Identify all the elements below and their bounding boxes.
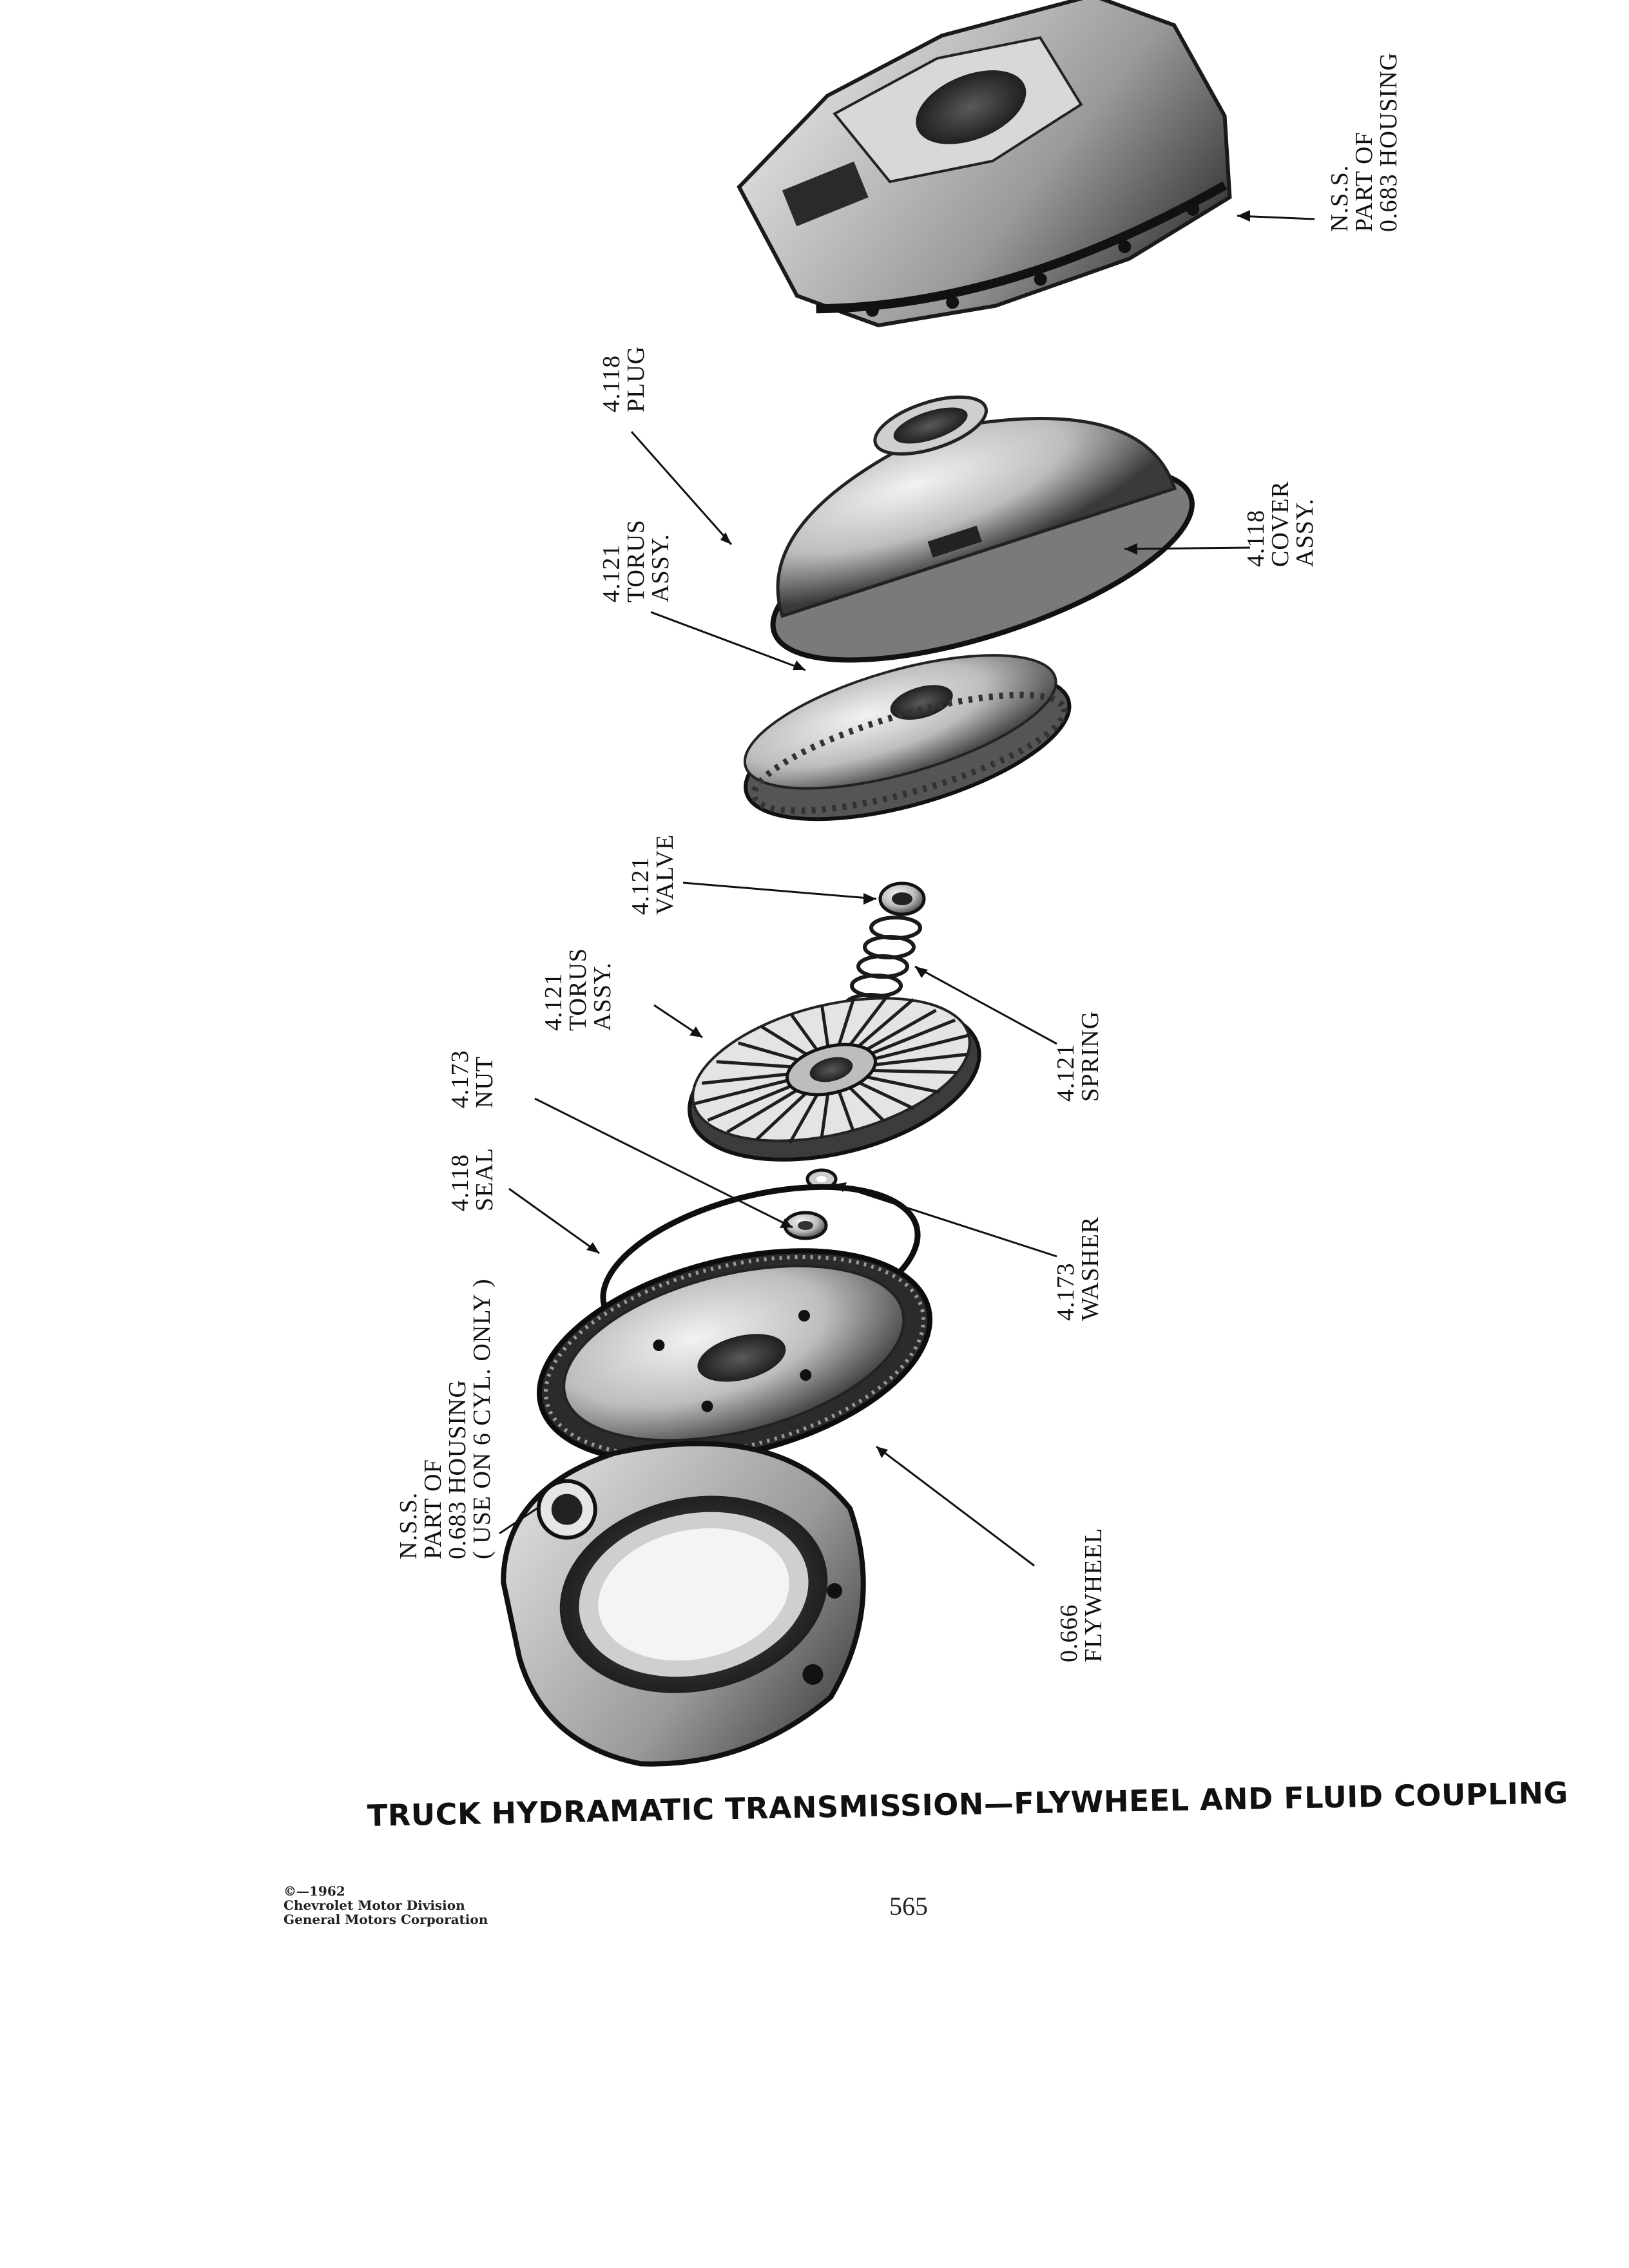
copyright-notice bbox=[284, 1884, 488, 1927]
label-flywheel bbox=[1057, 1528, 1106, 1662]
label-line: 4.121 bbox=[627, 856, 654, 915]
label-line: PART OF bbox=[419, 1459, 447, 1559]
label-line: ASSY. bbox=[1291, 498, 1318, 567]
label-line: NUT bbox=[471, 1055, 498, 1108]
label-line: 0.683 HOUSING bbox=[444, 1379, 471, 1559]
label-line: 4.121 bbox=[1052, 1043, 1079, 1102]
label-line: 0.683 HOUSING bbox=[1375, 52, 1402, 232]
label-valve bbox=[628, 834, 677, 915]
label-line: TORUS bbox=[622, 519, 650, 602]
label-line: WASHER bbox=[1077, 1216, 1104, 1321]
copyright-line: Chevrolet Motor Division bbox=[284, 1898, 465, 1913]
label-line: TORUS bbox=[564, 948, 592, 1031]
label-line: PLUG bbox=[622, 345, 650, 412]
label-line: PART OF bbox=[1351, 131, 1378, 232]
label-line: SPRING bbox=[1077, 1010, 1104, 1102]
label-line: 4.118 bbox=[447, 1153, 474, 1211]
label-line: 4.173 bbox=[1052, 1262, 1079, 1321]
label-line: 4.118 bbox=[1242, 509, 1269, 567]
label-spring bbox=[1054, 1011, 1103, 1102]
label-line: N.S.S. bbox=[1326, 164, 1353, 232]
cover-assembly-image bbox=[721, 334, 1213, 700]
label-line: N.S.S. bbox=[395, 1492, 422, 1559]
label-torus-lower bbox=[541, 948, 615, 1031]
label-torus-upper bbox=[599, 519, 673, 602]
label-line: SEAL bbox=[471, 1148, 498, 1211]
label-line: 4.173 bbox=[447, 1050, 474, 1108]
copyright-line: ©—1962 bbox=[284, 1883, 345, 1899]
page-number: 565 bbox=[889, 1892, 928, 1921]
valve-image bbox=[880, 883, 924, 914]
label-washer bbox=[1054, 1216, 1103, 1321]
label-nut bbox=[448, 1050, 497, 1109]
label-seal bbox=[448, 1148, 497, 1211]
label-plug bbox=[599, 346, 648, 412]
label-housing-top bbox=[1327, 52, 1401, 232]
label-line: ASSY. bbox=[589, 962, 616, 1031]
label-line: 4.121 bbox=[598, 544, 625, 602]
label-line: COVER bbox=[1267, 481, 1294, 567]
lower-housing-image bbox=[482, 1407, 897, 1792]
copyright-line: General Motors Corporation bbox=[284, 1912, 488, 1927]
label-line: 4.118 bbox=[598, 354, 625, 412]
label-cover bbox=[1244, 481, 1317, 567]
label-line: 0.666 bbox=[1055, 1604, 1083, 1662]
upper-housing-image bbox=[715, 0, 1261, 384]
label-line: ( USE ON 6 CYL. ONLY ) bbox=[468, 1278, 496, 1559]
nut-image bbox=[785, 1213, 826, 1238]
figure-caption: TRUCK HYDRAMATIC TRANSMISSION—FLYWHEEL AND FLUID COUPLING bbox=[367, 1775, 1569, 1833]
label-housing-bottom bbox=[396, 1278, 494, 1559]
label-line: 4.121 bbox=[540, 972, 567, 1031]
lower-torus-image bbox=[672, 971, 996, 1186]
label-line: ASSY. bbox=[647, 533, 674, 602]
label-line: FLYWHEEL bbox=[1080, 1528, 1107, 1662]
label-line: VALVE bbox=[651, 834, 679, 915]
